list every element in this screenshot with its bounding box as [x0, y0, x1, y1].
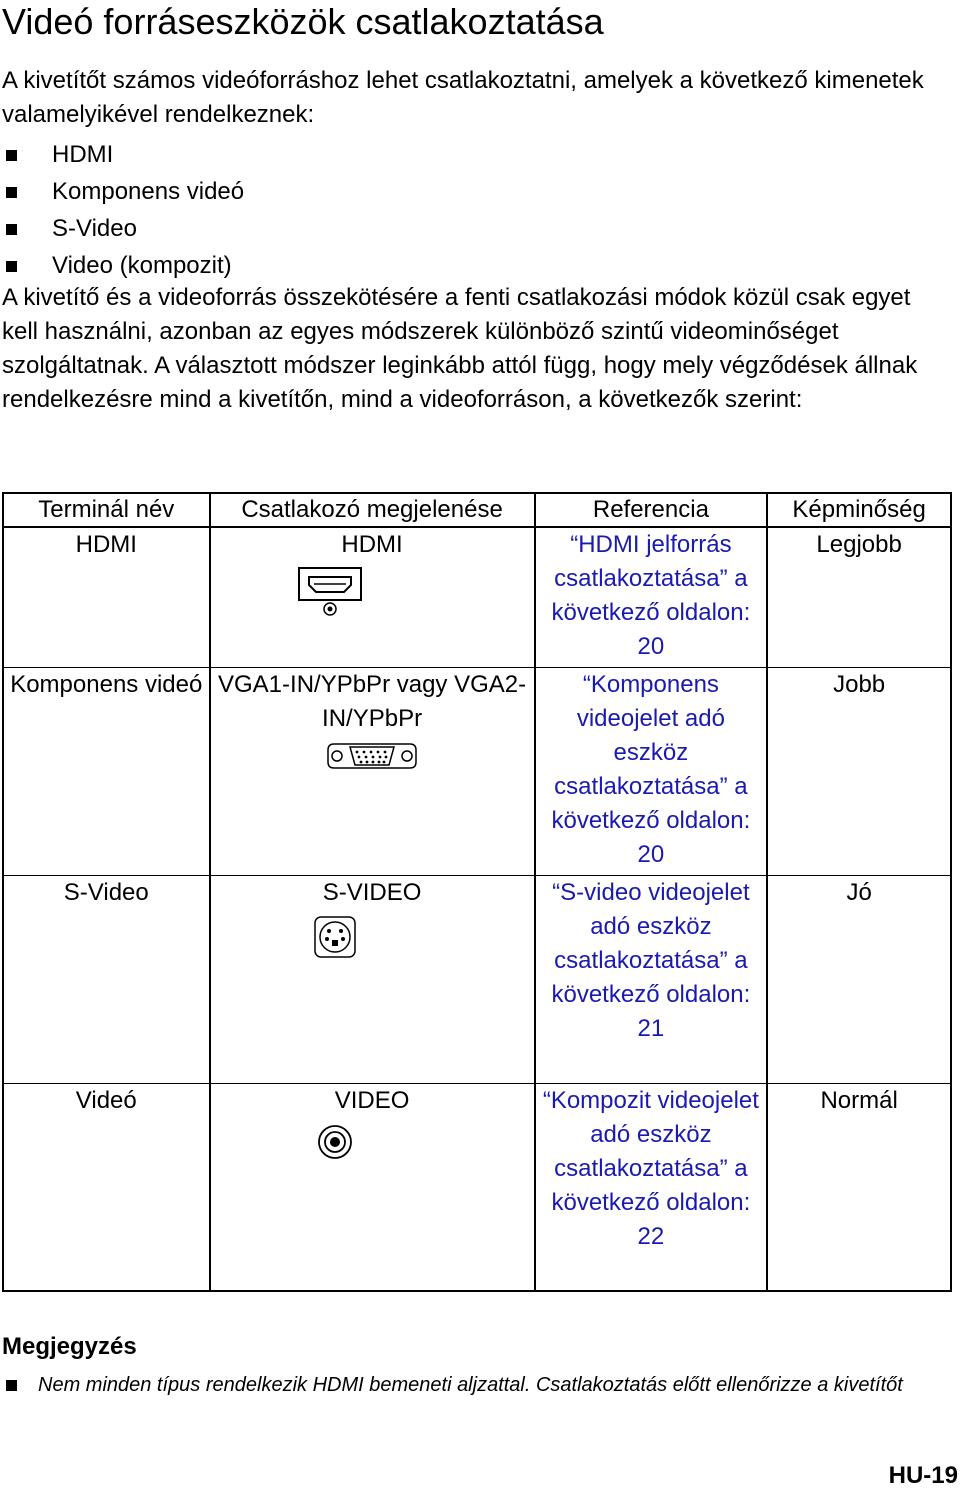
connector-label: HDMI [341, 531, 403, 558]
connection-table [2, 492, 952, 1292]
terminal-name: S-Video [3, 875, 210, 1083]
table-row [3, 875, 951, 1083]
list-item-label: Komponens videó [52, 178, 245, 205]
bullet-square-icon [6, 261, 17, 272]
terminal-name: Videó [3, 1083, 210, 1291]
list-item [2, 247, 244, 284]
header-connector: Csatlakozó megjelenése [210, 493, 535, 527]
output-list [2, 136, 244, 284]
bullet-square-icon [6, 1380, 17, 1391]
body-paragraph: A kivetítő és a videoforrás összekötésére a fenti csatlakozási módok közül csak egyet kell használni, azonban az egyes módszerek különböző szintű videominőséget szolgáltatnak. A választott módszer leginkább attól függ, hogy mely végződések állnak rendelkezésre mind a kivetítőn, mind a videoforráson, a következők szerint: [2, 284, 918, 413]
connector-cell [210, 527, 535, 667]
bullet-square-icon [6, 187, 17, 198]
connector-cell [210, 875, 535, 1083]
header-reference: Referencia [535, 493, 768, 527]
note-title: Megjegyzés [2, 1333, 137, 1360]
connector-cell [210, 1083, 535, 1291]
header-quality: Képminőség [767, 493, 951, 527]
reference-link[interactable]: “Komponens videojelet adó eszköz csatlakoztatása” a következő oldalon: 20 [535, 667, 768, 875]
table-row [3, 667, 951, 875]
reference-link[interactable]: “Kompozit videojelet adó eszköz csatlakoztatása” a következő oldalon: 22 [535, 1083, 768, 1291]
terminal-name: Komponens videó [3, 667, 210, 875]
connector-label: S-VIDEO [322, 878, 422, 906]
list-item [2, 173, 244, 210]
quality-value: Jobb [767, 667, 951, 875]
table-header-row [3, 493, 951, 527]
hdmi-port-icon [297, 566, 367, 616]
list-item [2, 136, 244, 173]
quality-value: Normál [767, 1083, 951, 1291]
note-text: Nem minden típus rendelkezik HDMI bemeneti aljzattal. Csatlakoztatás előtt ellenőrizze a kivetítőt [38, 1374, 903, 1396]
page-number: HU-19 [888, 1462, 958, 1489]
svideo-port-icon [312, 914, 358, 960]
table-row [3, 1083, 951, 1291]
list-item-label: S-Video [52, 215, 137, 242]
connector-label: VGA1-IN/YPbPr vagy VGA2-IN/YPbPr [218, 670, 527, 732]
list-item [2, 210, 244, 247]
terminal-name: HDMI [3, 527, 210, 667]
quality-value: Jó [767, 875, 951, 1083]
connector-label: VIDEO [334, 1086, 410, 1114]
intro-text: A kivetítőt számos videóforráshoz lehet csatlakoztatni, amelyek a következő kimenetek valamelyikével rendelkeznek: [2, 67, 924, 128]
list-item-label: Video (kompozit) [52, 252, 232, 279]
reference-link[interactable]: “S-video videojelet adó eszköz csatlakoztatása” a következő oldalon: 21 [535, 875, 768, 1083]
bullet-square-icon [6, 224, 17, 235]
reference-link[interactable]: “HDMI jelforrás csatlakoztatása” a következő oldalon: 20 [535, 527, 768, 667]
header-terminal: Terminál név [3, 493, 210, 527]
note-item [2, 1373, 942, 1398]
rca-video-port-icon [315, 1122, 355, 1162]
page-title: Videó forráseszközök csatlakoztatása [2, 1, 604, 42]
connector-cell [210, 667, 535, 875]
vga-port-icon [326, 738, 418, 774]
bullet-square-icon [6, 150, 17, 161]
list-item-label: HDMI [52, 141, 114, 168]
table-row [3, 527, 951, 667]
quality-value: Legjobb [767, 527, 951, 667]
